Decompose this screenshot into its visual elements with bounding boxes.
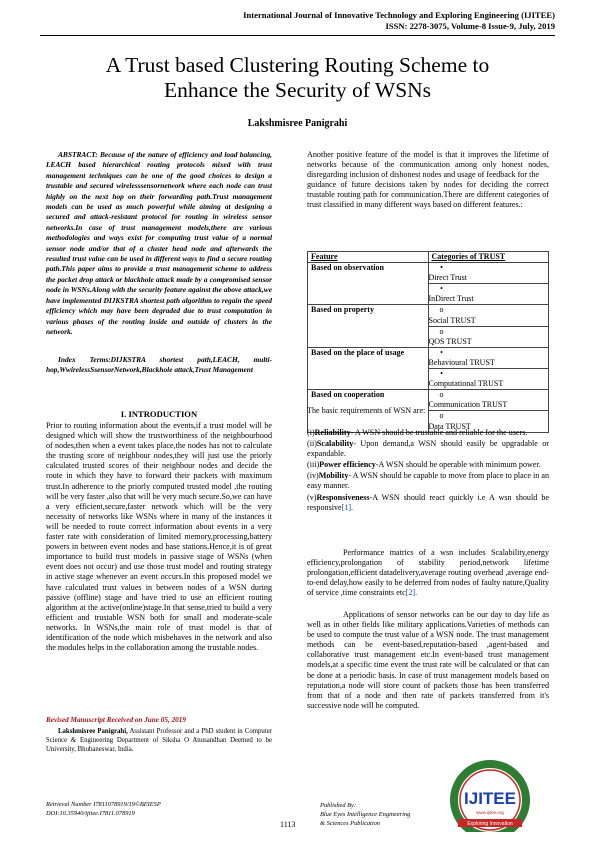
requirement-label: (iv) [307, 471, 319, 481]
trust-feature-cell: Based on property [308, 305, 429, 347]
trust-category-text: Communication TRUST [428, 400, 508, 410]
intro-heading: I. INTRODUCTION [120, 409, 198, 419]
requirement-label: (iii) [307, 460, 320, 470]
revised-note: Revised Manuscript Received on June 05, 2019 [46, 716, 186, 724]
requirements-intro: The basic requirements of WSN are: [307, 406, 426, 415]
publisher-line-2: & Sciences Publication [320, 820, 380, 827]
paper-author: Lakshmisree Panigrahi [247, 118, 348, 129]
trust-feature-cell: Based on cooperation [308, 390, 429, 432]
table-row [308, 347, 549, 368]
header-rule [40, 35, 555, 36]
author-note-name: Lakshmisree Panigrahi, [58, 728, 128, 735]
hollow-bullet-icon: o [439, 411, 444, 421]
trust-category-cell [428, 305, 549, 326]
title-line-2: Enhance the Security of WSNs [163, 78, 432, 102]
trust-category-text: Behavioural TRUST [428, 357, 495, 367]
applications-paragraph: Applications of sensor networks can be our day to day life as well as in other fields like military applications.Varieties of methods can be used to compute the trust value of a WSN node. The trust management methods can be event-based,reputation-based ,agent-based and collaborative trust management etc.In event-based trust management models,at a specific time event the trust rate will be calculated or that can be done at a periodic basis. In case of trust management models based on reputation,a node will store count of packets those has been transferred from that of a node and then rate of packets transferred from it's successive node will be computed. [307, 610, 549, 710]
intro-body: Prior to routing information about the events,if a trust model will be designed which will show the trustworthiness of the neighbourhood of nodes,then when a event takes place,the nodes has not to calculate the trusting score of neighbour nodes,they will just use the priorly calculated trusted scores of their neighbour nodes and decide the route in which they have to forward their packets with maximum trust.In adherence to the priorly computed trusted model ,the routing will be very faster ,also that will be very much secure.So,we can have a very efficient,secure,faster network which will be the very necessity of networks like WSNs where in many of the instances it will be needed to route correct information about events in a very faster rate with consideration of limited memory,processing,battery powers in between event nodes and base stations.Hence,it is of great importance to build trust models in passive stage of WSNs (when event does not occur) and use those trust model and routing strategy in active stage whenever an event occurs.In this proposed model we have calculated trust values in between nodes of a WSN during passive (offline) stage and have tried to use an efficient routing algorithm at the active(online)stage.In that sense,tried to build a very efficient and trustable WSN both for small and moderate-scale networks. In WSNs,the main role of trust model is that of identification of the node which misbehaves in the network and also the modules helps in the collaboration among the trustable nodes. [46, 421, 272, 653]
requirement-label: (v) [307, 492, 317, 502]
bullet-icon: • [440, 284, 443, 294]
trust-category-cell [428, 263, 549, 284]
logo-ring-text: International Journal of Innovative Technology and Explorin [438, 752, 543, 805]
trust-category-cell [428, 326, 549, 347]
performance-text: Performance matrics of a wsn includes Scalability,energy efficiency,prolongation of stability period,network lifetime prolongation,efficient datadelivery,average routing overhead ,average end-to-end delay,how easily to be deferred from nodes of faulty nature,Quality of service ,time constraints etc [307, 548, 549, 598]
retrieval-number: Retrieval Number I7811078919/19©BEIESP [46, 801, 161, 808]
index-terms: Index Terms:DIJKSTRA shortest path,LEACH, multi-hop,WwirelessSsensorNetwork,Blackhole attack,Trust Management [46, 355, 272, 375]
right-para-2: guidance of future decisions taken by nodes for deciding the correct trustable routing path for communication.There are different categories of trust classified in many different ways based on different features.: [307, 180, 549, 210]
page-number: 1113 [280, 820, 296, 829]
requirement-text: -A WSN should react quickly i.e A wsn should be responsive [307, 492, 549, 512]
requirement-label: (i) [307, 428, 315, 437]
table-header-row [308, 252, 549, 263]
trust-category-text: QOS TRUST [428, 336, 472, 346]
trust-category-text: Social TRUST [428, 315, 476, 325]
trust-category-text: InDirect Trust [428, 294, 474, 304]
hollow-bullet-icon: o [439, 326, 444, 336]
requirement-item [307, 460, 549, 470]
logo-tagline: Exploring Innovation [467, 821, 513, 827]
logo-url: www.ijitee.org [476, 810, 504, 815]
journal-issn: ISSN: 2278-3075, Volume-8 Issue-9, July, 2019 [385, 21, 555, 31]
table-header-category: Categories of TRUST [428, 252, 549, 263]
ijitee-logo [428, 752, 552, 832]
hollow-bullet-icon: o [439, 390, 444, 400]
reference-link-2[interactable]: [2]. [405, 588, 418, 598]
table-header-feature: Feature [308, 252, 429, 263]
trust-category-text: Computational TRUST [428, 379, 504, 389]
logo-title: IJITEE [464, 789, 516, 808]
trust-category-cell [428, 369, 549, 390]
trust-feature-cell: Based on observation [308, 263, 429, 305]
right-intro-paragraphs [307, 150, 549, 211]
requirement-term: Responsiveness [316, 492, 370, 502]
published-by-label: Published By: [320, 802, 357, 809]
requirement-text: -A WSN should be operable with minimum power. [375, 460, 541, 470]
bullet-icon: • [440, 369, 443, 379]
bullet-icon: • [440, 263, 443, 273]
hollow-bullet-icon: o [439, 305, 444, 315]
requirements-list [307, 428, 549, 514]
table-row [308, 305, 549, 326]
requirement-text: - A WSN should be trustable and reliable for the users. [350, 428, 528, 437]
right-para-1: Another positive feature of the model is that it improves the lifetime of networks because of the communication among only honest nodes, disregarding inclusion of dishonest nodes and usage of feedback for the [307, 150, 549, 180]
requirement-item [307, 439, 549, 459]
footer-retrieval [46, 800, 161, 818]
abstract: ABSTRACT: Because of the nature of efficiency and load balancing, LEACH based hierarchical routing protocols mixed with trust management techniques can be one of the good choices to design a trustable and secured wirelesssensornetwork where each node can trust highly on the next hop on their forwarding path.Trust management models can be used as much powerful while aiming at designing a secured and attack-resistant protocol for routing in wireless sensor networks.In case of trust management models,there are various methodologies and ways exist for computing trust value of a normal sensor node and/or that of a cluster head node and afterwards the resulted trust value can be used in different ways to find a secure routing path.This paper aims to provide a trust management scheme to address the packet drop attack or blackhole attack made by a compromised sensor node in WSNs.Along with the security feature against the above attack,we have implemented DIJKSTRA shortest path algorithm to regain the speed efficiency which may have been degraded due to trust computation in various phases of the routing inside and outside of clusters in the network. [46, 150, 272, 336]
requirement-text: - A WSN should be capable to move from place to place in an easy manner. [307, 471, 549, 491]
footer-publisher [320, 801, 410, 828]
requirement-label: (ii) [307, 439, 317, 449]
requirement-item [307, 471, 549, 491]
author-note [46, 727, 272, 755]
trust-category-text: Data TRUST [428, 421, 471, 431]
requirement-term: Mobility [318, 471, 349, 481]
requirement-term: Reliability [314, 428, 351, 437]
doi: DOI:10.35940/ijitee.I7811.078919 [46, 810, 135, 817]
trust-category-text: Direct Trust [428, 273, 467, 283]
requirement-text: - Upon demand,a WSN should easily be upgradable or expandable. [307, 439, 549, 459]
trust-category-cell [428, 284, 549, 305]
title-line-1: A Trust based Clustering Routing Scheme to [105, 53, 490, 77]
requirement-term: Power efficiency [319, 460, 376, 470]
bullet-icon: • [440, 347, 443, 357]
table-row [308, 263, 549, 284]
trust-category-cell [428, 347, 549, 368]
requirement-item [307, 493, 549, 513]
requirement-item [307, 428, 549, 438]
reference-link-1[interactable]: [1]. [341, 502, 354, 512]
journal-title: International Journal of Innovative Technology and Exploring Engineering (IJITEE) [243, 10, 555, 20]
performance-paragraph [307, 548, 549, 598]
paper-title [60, 53, 535, 103]
publisher-line-1: Blue Eyes Intelligence Engineering [320, 811, 411, 818]
trust-feature-cell: Based on the place of usage [308, 347, 429, 389]
author-note-text: Assistant Professor and a PhD student in Computer Science & Engineering Department of Siksha O Anusandhan Deemed to be University, Bhubaneswar, India. [46, 728, 272, 754]
requirement-term: Scalability [316, 439, 354, 449]
